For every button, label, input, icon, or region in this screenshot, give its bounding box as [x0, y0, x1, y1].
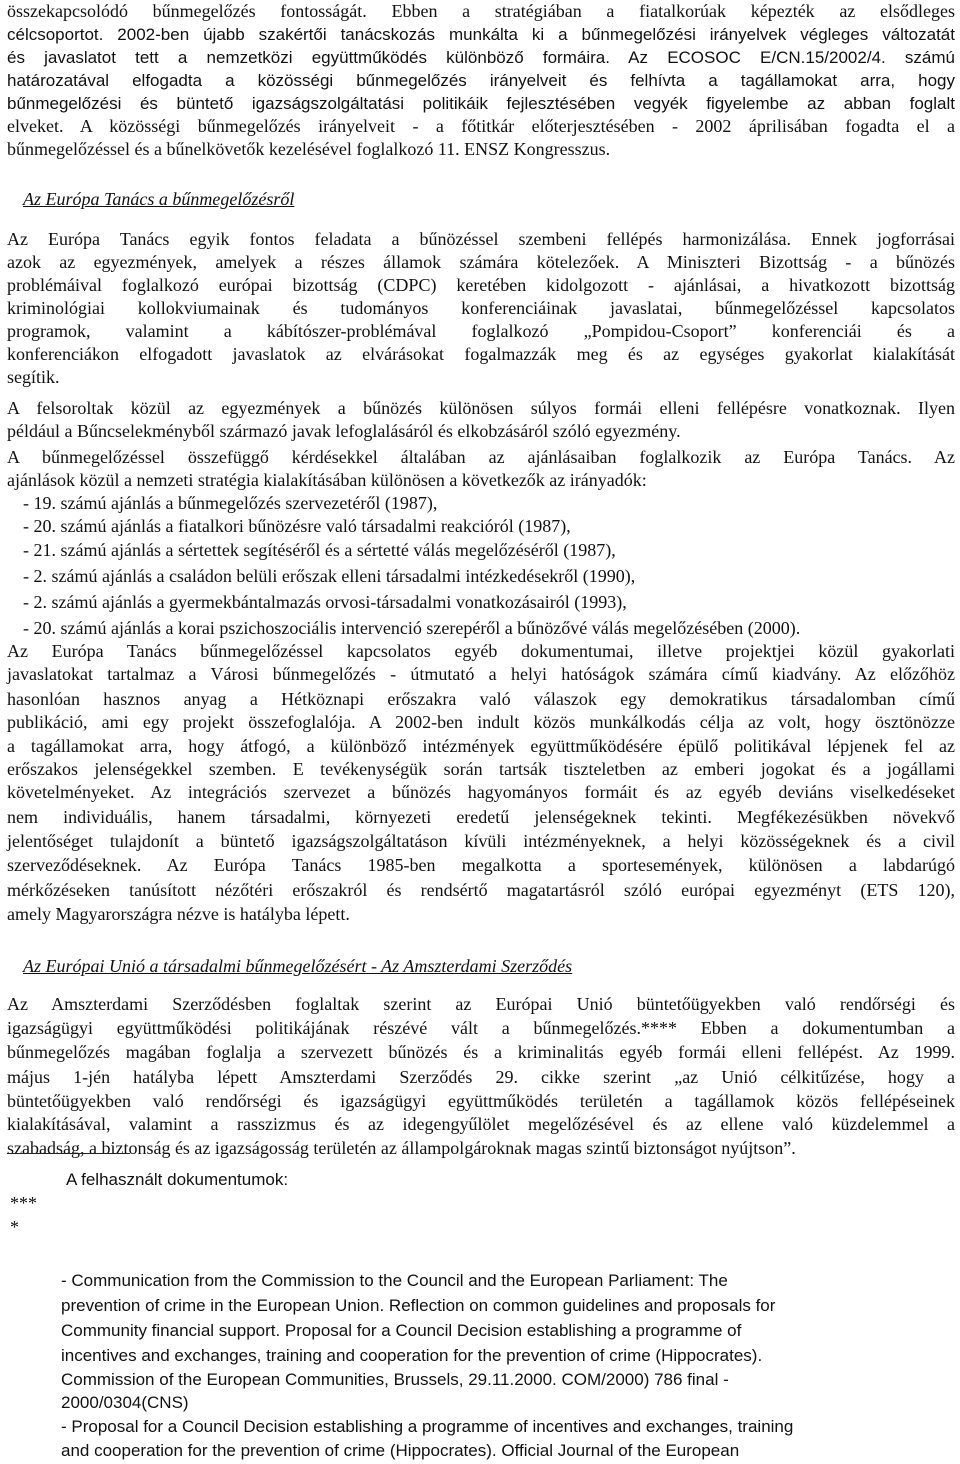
footnote-line: Community financial support. Proposal for a Council Decision establishing a programme of — [61, 1321, 742, 1340]
section1-line: azok az egyezmények, amelyek a részes államok számára kötelezőek. A Miniszteri Bizottság - a bűnözés — [7, 252, 955, 272]
section1b-line: jelentőséget tulajdonít a büntető igazságszolgáltatáson kívüli intézményeknek, a helyi közösségeknek és a civil — [7, 831, 955, 851]
footnote-line: incentives and exchanges, training and cooperation for the prevention of crime (Hippocrates). — [61, 1346, 763, 1365]
section2-line: Az Amszterdami Szerződésben foglaltak szerint az Európai Unió büntetőügyekben való rendőrségi és — [7, 994, 955, 1014]
section2-line: igazságügyi együttműködési politikájának részévé vált a bűnmegelőzés.**** Ebben a dokumentumban a — [7, 1018, 955, 1038]
intro-line: elveket. A közösségi bűnmegelőzés irányelveit - a főtitkár előterjesztésében - 2002 áprilisában fogadta el a — [7, 116, 955, 136]
footnote-line: 2000/0304(CNS) — [61, 1393, 189, 1412]
section2-line: május 1-jén hatályba lépett Amszterdami Szerződés 29. cikke szerint „az Unió célkitűzése, hogy a — [7, 1067, 955, 1087]
section1b-line: szerveződéseknek. Az Európa Tanács 1985-ben megalkotta a sportesemények, különösen a labdarúgó — [7, 855, 955, 875]
section2-line: bűnmegelőzés magában foglalja a szervezett bűnözés és a kriminalitás egyéb formái elleni fellépést. Az 1999. — [7, 1042, 955, 1062]
footnote-marker: *** — [10, 1193, 37, 1213]
intro-line: és javaslatot tett a nemzetközi együttműködés különböző formáira. Az ECOSOC E/CN.15/2002/4. számú — [7, 48, 955, 67]
footnote-title: A felhasznált dokumentumok: — [66, 1170, 289, 1189]
section1-line: konferenciákon elfogadott javaslatok az elvárásokat fogalmazzák meg és az egységes gyakorlat kialakítását — [7, 344, 955, 364]
section1b-line: publikáció, ami egy projekt összefoglalója. A 2002-ben indult közös munkálkodás célja az volt, hogy ösztönözze — [7, 712, 955, 732]
intro-line: bűnmegelőzési és büntető igazságszolgáltatási politikáik fejlesztésében vegyék figyelembe az abban foglalt — [7, 94, 955, 113]
section1-line: programok, valamint a kábítószer-problémával foglalkozó „Pompidou-Csoport” konferenciái és a — [7, 321, 955, 341]
footnote-line: prevention of crime in the European Union. Reflection on common guidelines and proposals for — [61, 1296, 776, 1315]
section1-line: például a Bűncselekményből származó javak lefoglalásáról és elkobzásáról szóló egyezmény. — [7, 421, 681, 441]
footnote-line: and cooperation for the prevention of crime (Hippocrates). Official Journal of the European — [61, 1441, 740, 1460]
section1b-line: a tagállamokat arra, hogy átfogó, a különböző intézmények együttműködésére épülő politikával lépjenek fel az — [7, 736, 955, 756]
intro-line: célcsoportot. 2002-ben újabb szakértői tanácskozás munkálta ki a bűnmegelőzési irányelvek végleges változatát — [7, 25, 955, 44]
footnote-separator — [7, 1153, 130, 1154]
recommendation-item: - 20. számú ajánlás a fiatalkori bűnözésre való társadalmi reakcióról (1987), — [23, 516, 571, 536]
section2-line: kialakításával, valamint a rasszizmus és az idegengyűlölet megelőzésével és az ellene való küzdelemmel a — [7, 1114, 955, 1134]
section1-line: A felsoroltak közül az egyezmények a bűnözés különösen súlyos formái elleni fellépésre vonatkoznak. Ilyen — [7, 398, 955, 418]
recommendation-item: - 19. számú ajánlás a bűnmegelőzés szervezetéről (1987), — [23, 493, 438, 513]
section2-line: szabadság, a biztonság és az igazságosság területén az állampolgároknak magas szintű biztonságot nyújtson”. — [7, 1138, 796, 1158]
section1-line: kriminológiai kollokviumainak és tudományos konferenciáinak javaslatai, bűnmegelőzéssel kapcsolatos — [7, 298, 955, 318]
section1-line: A bűnmegelőzéssel összefüggő kérdésekkel általában az ajánlásaiban foglalkozik az Európa Tanács. Az — [7, 447, 955, 467]
intro-line: összekapcsolódó bűnmegelőzés fontosságát. Ebben a stratégiában a fiatalkorúak képezték az elsődleges — [7, 1, 955, 21]
section1b-line: mérkőzéseken tanúsított nézőtéri erőszakról és rendsértő magatartásról szóló európai egyezményt (ETS 120), — [7, 880, 955, 900]
section2-line: büntetőügyekben való rendőrségi és igazságügyi együttműködés területén a tagállamok közös fellépéseinek — [7, 1091, 955, 1111]
section-heading-europai-unio: Az Európai Unió a társadalmi bűnmegelőzésért - Az Amszterdami Szerződés — [23, 956, 573, 976]
footnote-marker: * — [10, 1217, 19, 1237]
recommendation-item: - 21. számú ajánlás a sértettek segítéséről és a sértetté válás megelőzéséről (1987), — [23, 540, 616, 560]
section1b-line: hasonlóan hasznos anyag a Hétköznapi erőszakra való válaszok egy demokratikus társadalomban című — [7, 689, 955, 709]
section1b-line: nem individuális, hanem társadalmi, környezeti eredetű jelenségeknek tekinti. Megfékezésükben növekvő — [7, 807, 955, 827]
intro-line: bűnmegelőzéssel és a bűnelkövetők kezelésével foglalkozó 11. ENSZ Kongresszus. — [7, 139, 611, 159]
intro-line: határozatával elfogadta a közösségi bűnmegelőzés irányelveit és felhívta a tagállamokat arra, hogy — [7, 71, 955, 90]
section1b-line: javaslatokat tartalmaz a Városi bűnmegelőzés - útmutató a helyi hatóságok számára című kiadvány. Az előzőhöz — [7, 664, 955, 684]
section1-line: Az Európa Tanács egyik fontos feladata a bűnözéssel szembeni fellépés harmonizálása. Ennek jogforrásai — [7, 229, 955, 249]
section1b-line: Az Európa Tanács bűnmegelőzéssel kapcsolatos egyéb dokumentumai, illetve projektjei közül gyakorlati — [7, 641, 955, 661]
recommendation-item: - 2. számú ajánlás a családon belüli erőszak elleni társadalmi intézkedésekről (1990), — [23, 566, 636, 586]
section1-line: ajánlások közül a nemzeti stratégia kialakításában különösen a következők az irányadók: — [7, 470, 647, 490]
section-heading-europa-tanacs: Az Európa Tanács a bűnmegelőzésről — [23, 189, 295, 209]
footnote-line: - Proposal for a Council Decision establishing a programme of incentives and exchanges, training — [61, 1417, 794, 1436]
footnote-line: Commission of the European Communities, Brussels, 29.11.2000. COM/2000) 786 final - — [61, 1370, 729, 1389]
footnote-line: - Communication from the Commission to the Council and the European Parliament: The — [61, 1271, 728, 1290]
recommendation-item: - 20. számú ajánlás a korai pszichoszociális intervenció szerepéről a bűnözővé válás megelőzésében (2000). — [23, 618, 801, 638]
section1-line: segítik. — [7, 367, 60, 387]
section1b-line: erőszakos jelenségekkel szemben. E tevékenységük során tartsák tiszteletben az emberi jogokat és a jogállami — [7, 759, 955, 779]
section1b-line: követelményeket. Az integrációs szervezet a bűnözés hagyományos formáit és az egyéb deviáns viselkedéseket — [7, 782, 955, 802]
section1b-line: amely Magyarországra nézve is hatályba lépett. — [7, 904, 350, 924]
section1-line: problémáival foglalkozó európai bizottság (CDPC) keretében kidolgozott - ajánlásai, a hivatkozott bizottság — [7, 275, 955, 295]
recommendation-item: - 2. számú ajánlás a gyermekbántalmazás orvosi-társadalmi vonatkozásairól (1993), — [23, 592, 627, 612]
